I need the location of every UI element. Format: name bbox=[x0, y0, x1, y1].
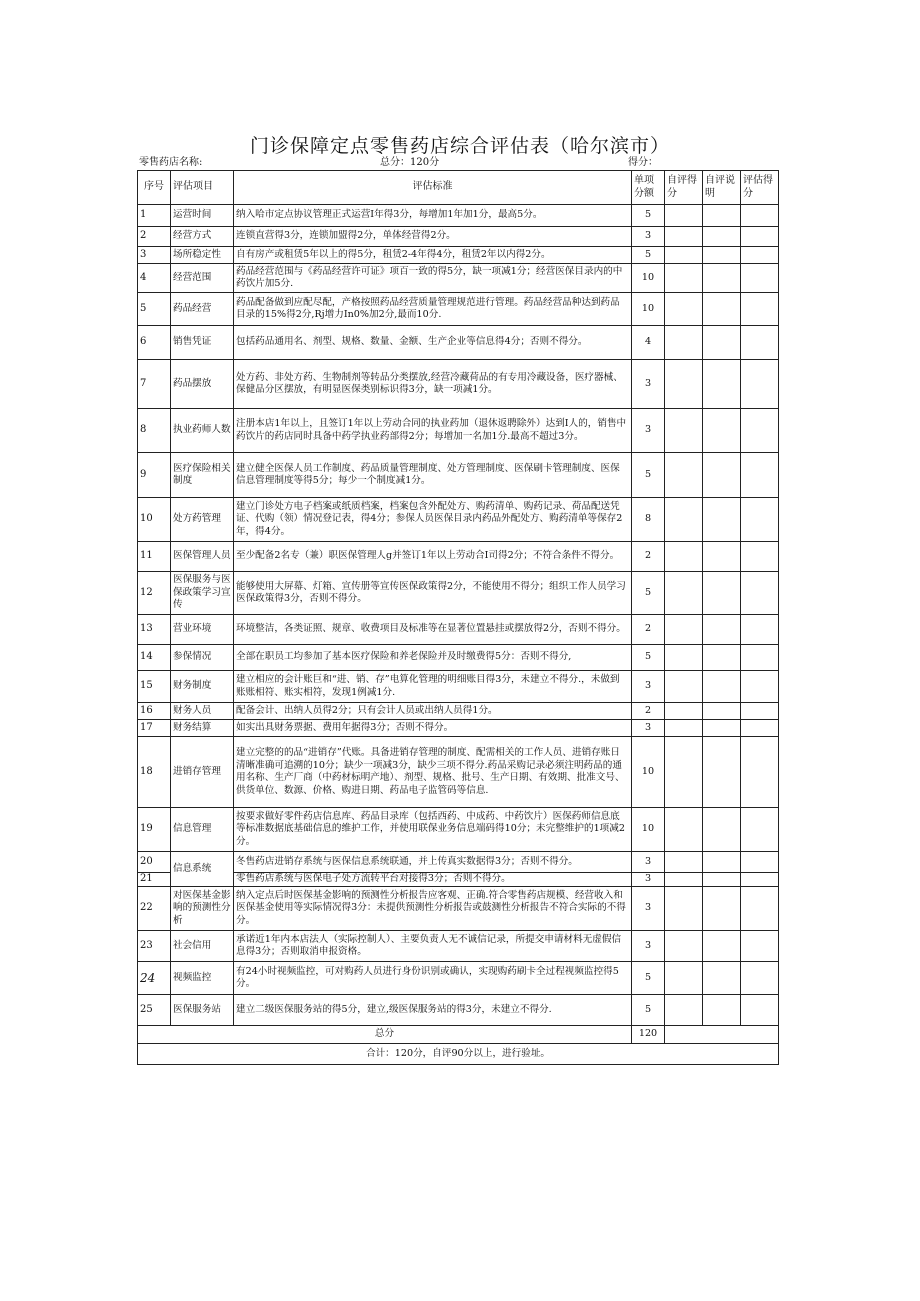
row-self-note[interactable] bbox=[703, 737, 741, 808]
row-self-score[interactable] bbox=[665, 409, 703, 453]
table-row bbox=[138, 995, 779, 1026]
row-self-note[interactable] bbox=[703, 873, 741, 887]
row-item: 财务制度 bbox=[171, 671, 234, 703]
row-points: 2 bbox=[632, 542, 665, 572]
evaluation-table bbox=[137, 170, 779, 1065]
row-item: 视频监控 bbox=[171, 962, 234, 995]
row-points: 4 bbox=[632, 326, 665, 360]
row-number: 2 bbox=[138, 227, 171, 247]
row-self-score[interactable] bbox=[665, 887, 703, 931]
row-item: 销售凭证 bbox=[171, 326, 234, 360]
row-points: 5 bbox=[632, 247, 665, 264]
row-number: 25 bbox=[138, 995, 171, 1026]
row-points: 3 bbox=[632, 931, 665, 962]
row-standard: 连锁直营得3分，连锁加盟得2分，单体经营得2分。 bbox=[234, 227, 632, 247]
row-self-note[interactable] bbox=[703, 264, 741, 293]
row-number: 10 bbox=[138, 498, 171, 542]
row-points: 5 bbox=[632, 453, 665, 498]
row-self-note[interactable] bbox=[703, 808, 741, 852]
row-number: 21 bbox=[138, 873, 171, 887]
row-standard: 纳入哈市定点协议管理正式运营I年得3分，每增加1年加1分，最高5分。 bbox=[234, 205, 632, 227]
row-item: 对医保基金影响的预测性分析 bbox=[171, 887, 234, 931]
row-self-note[interactable] bbox=[703, 852, 741, 873]
row-standard: 冬售药店进销存系统与医保信息系统联通，并上传真实数据得3分；否则不得分。 bbox=[234, 852, 632, 873]
header-no: 序号 bbox=[138, 171, 171, 205]
row-number: 1 bbox=[138, 205, 171, 227]
table-row bbox=[138, 409, 779, 453]
row-self-score[interactable] bbox=[665, 720, 703, 737]
table-row bbox=[138, 264, 779, 293]
row-eval-score[interactable] bbox=[741, 453, 779, 498]
row-standard: 包括药品通用名、剂型、规格、数量、金额、生产企业等信息得4分；否则不得分。 bbox=[234, 326, 632, 360]
row-self-note[interactable] bbox=[703, 247, 741, 264]
table-row bbox=[138, 962, 779, 995]
row-eval-score[interactable] bbox=[741, 931, 779, 962]
row-number: 5 bbox=[138, 293, 171, 326]
row-number: 14 bbox=[138, 645, 171, 671]
table-row bbox=[138, 703, 779, 720]
row-self-note[interactable] bbox=[703, 720, 741, 737]
row-number: 23 bbox=[138, 931, 171, 962]
row-self-note[interactable] bbox=[703, 360, 741, 409]
row-item: 财务人员 bbox=[171, 703, 234, 720]
table-row bbox=[138, 931, 779, 962]
row-item: 药品经营 bbox=[171, 293, 234, 326]
row-standard: 药品配备做到应配尽配，产格按照药品经营质量管理规范进行管理。药品经营品种达到药品目录的15%得2分,Rj增力In0%加2分,最而10分. bbox=[234, 293, 632, 326]
table-row bbox=[138, 645, 779, 671]
row-number: 6 bbox=[138, 326, 171, 360]
row-points: 2 bbox=[632, 703, 665, 720]
row-self-score[interactable] bbox=[665, 264, 703, 293]
row-item: 财务结算 bbox=[171, 720, 234, 737]
row-self-note[interactable] bbox=[703, 409, 741, 453]
row-standard: 环境整洁，各类证照、规章、收费项目及标准等在显著位置悬挂或摆放得2分，否则不得分。 bbox=[234, 615, 632, 645]
row-standard: 建立完整的的品“进销存”代账。具备进销存管理的制度、配需相关的工作人员、进销存账日清晰准确可追溯的10分；缺少一项减3分，缺少三项不得分.药品采购记录必须注明药品的通用名称、生产厂商（中药材标明产地）、剂型、规格、批号、生产日期、有效期、批准文号、供货单位、数源、价格、购进日期、药品电子监管码等信息. bbox=[234, 737, 632, 808]
row-points: 3 bbox=[632, 360, 665, 409]
table-row bbox=[138, 453, 779, 498]
row-number: 13 bbox=[138, 615, 171, 645]
row-eval-score[interactable] bbox=[741, 615, 779, 645]
row-self-note[interactable] bbox=[703, 962, 741, 995]
row-points: 3 bbox=[632, 227, 665, 247]
row-self-score[interactable] bbox=[665, 931, 703, 962]
row-number: 7 bbox=[138, 360, 171, 409]
total-empty bbox=[665, 1026, 779, 1044]
header-points: 单项分额 bbox=[632, 171, 665, 205]
table-row bbox=[138, 326, 779, 360]
row-self-note[interactable] bbox=[703, 887, 741, 931]
row-self-score[interactable] bbox=[665, 671, 703, 703]
row-eval-score[interactable] bbox=[741, 293, 779, 326]
row-self-score[interactable] bbox=[665, 703, 703, 720]
row-item: 运营时间 bbox=[171, 205, 234, 227]
row-item: 信息管理 bbox=[171, 808, 234, 852]
row-self-score[interactable] bbox=[665, 873, 703, 887]
header-item: 评估项目 bbox=[171, 171, 234, 205]
row-points: 3 bbox=[632, 720, 665, 737]
row-item: 经营方式 bbox=[171, 227, 234, 247]
row-self-note[interactable] bbox=[703, 703, 741, 720]
table-row bbox=[138, 852, 779, 873]
total-row bbox=[138, 1026, 779, 1044]
row-points: 5 bbox=[632, 995, 665, 1026]
row-standard: 承诺近1年内本店法人（实际控制人）、主要负责人无不诚信记录，所提交申请材料无虚假信息得3分；否则取消申报资格。 bbox=[234, 931, 632, 962]
row-points: 2 bbox=[632, 615, 665, 645]
table-row bbox=[138, 720, 779, 737]
table-row bbox=[138, 873, 779, 887]
row-self-score[interactable] bbox=[665, 995, 703, 1026]
row-self-score[interactable] bbox=[665, 227, 703, 247]
row-number: 12 bbox=[138, 572, 171, 615]
table-row bbox=[138, 247, 779, 264]
row-self-note[interactable] bbox=[703, 931, 741, 962]
row-eval-score[interactable] bbox=[741, 887, 779, 931]
row-eval-score[interactable] bbox=[741, 737, 779, 808]
row-number: 20 bbox=[138, 852, 171, 873]
row-self-note[interactable] bbox=[703, 498, 741, 542]
row-number: 22 bbox=[138, 887, 171, 931]
row-points: 5 bbox=[632, 205, 665, 227]
total-label: 总分 bbox=[138, 1026, 632, 1044]
row-eval-score[interactable] bbox=[741, 542, 779, 572]
row-self-score[interactable] bbox=[665, 645, 703, 671]
row-self-note[interactable] bbox=[703, 227, 741, 247]
row-item: 药品摆放 bbox=[171, 360, 234, 409]
row-eval-score[interactable] bbox=[741, 409, 779, 453]
table-row bbox=[138, 615, 779, 645]
row-self-note[interactable] bbox=[703, 645, 741, 671]
row-standard: 纳入定点后时医保基金影响的预测性分析报告应客观、正确.符合零售药店规模、经营收入和医保基金使用等实际情况得3分：未提供预测性分析报告或鼓测性分析报告不符合实际的不得分。 bbox=[234, 887, 632, 931]
row-eval-score[interactable] bbox=[741, 671, 779, 703]
row-standard: 有24小时视频监控，可对购药人员进行身份识别或确认，实现购药刷卡全过程视频监控得5分。 bbox=[234, 962, 632, 995]
row-self-note[interactable] bbox=[703, 615, 741, 645]
row-standard: 至少配备2名专（兼）职医保管理人g并签订1年以上劳动合I司得2分；不符合条件不得分。 bbox=[234, 542, 632, 572]
store-name-label: 零售药店名称: bbox=[139, 157, 203, 168]
row-self-score[interactable] bbox=[665, 962, 703, 995]
row-points: 10 bbox=[632, 808, 665, 852]
row-item: 经营范围 bbox=[171, 264, 234, 293]
table-row bbox=[138, 205, 779, 227]
row-self-score[interactable] bbox=[665, 360, 703, 409]
row-eval-score[interactable] bbox=[741, 808, 779, 852]
row-eval-score[interactable] bbox=[741, 498, 779, 542]
row-points: 5 bbox=[632, 645, 665, 671]
row-eval-score[interactable] bbox=[741, 873, 779, 887]
row-eval-score[interactable] bbox=[741, 205, 779, 227]
table-row bbox=[138, 737, 779, 808]
row-eval-score[interactable] bbox=[741, 264, 779, 293]
row-self-score[interactable] bbox=[665, 542, 703, 572]
row-eval-score[interactable] bbox=[741, 572, 779, 615]
row-points: 8 bbox=[632, 498, 665, 542]
row-points: 10 bbox=[632, 293, 665, 326]
header-standard: 评估标准 bbox=[234, 171, 632, 205]
row-eval-score[interactable] bbox=[741, 247, 779, 264]
row-points: 3 bbox=[632, 887, 665, 931]
row-self-note[interactable] bbox=[703, 205, 741, 227]
row-points: 3 bbox=[632, 852, 665, 873]
row-item: 医疗保险相关制度 bbox=[171, 453, 234, 498]
row-number: 18 bbox=[138, 737, 171, 808]
table-row bbox=[138, 808, 779, 852]
row-standard: 注册本店1年以上，且签订1年以上劳动合同的执业药加（退休返聘除外）达到I人的，销售中药饮片的药店同时具备中药学执业药部得2分；每增加一名加1分.最高不超过3分。 bbox=[234, 409, 632, 453]
row-number: 17 bbox=[138, 720, 171, 737]
row-self-note[interactable] bbox=[703, 326, 741, 360]
row-eval-score[interactable] bbox=[741, 326, 779, 360]
row-self-score[interactable] bbox=[665, 453, 703, 498]
row-standard: 建立健全医保人员工作制度、药品质量管理制度、处方管理制度、医保刷卡管理制度、医保信息管理制度等得5分；每少一个制度减1分。 bbox=[234, 453, 632, 498]
row-eval-score[interactable] bbox=[741, 645, 779, 671]
obtained-score-label: 得分： bbox=[628, 157, 658, 168]
row-standard: 建立门诊处方电子档案或纸质档案，档案包含外配处方、购药清单、购药记录、荷品配送凭证、代购（领）情况登记表，得4分；参保人员医保目录内药品外配处方、购药清单等保存2年，得4分。 bbox=[234, 498, 632, 542]
row-self-note[interactable] bbox=[703, 671, 741, 703]
table-row bbox=[138, 542, 779, 572]
row-self-score[interactable] bbox=[665, 326, 703, 360]
row-eval-score[interactable] bbox=[741, 360, 779, 409]
row-self-note[interactable] bbox=[703, 995, 741, 1026]
row-self-score[interactable] bbox=[665, 808, 703, 852]
table-row bbox=[138, 293, 779, 326]
row-self-score[interactable] bbox=[665, 572, 703, 615]
page-title: 门诊保障定点零售药店综合评估表（哈尔滨市） bbox=[249, 135, 670, 157]
row-standard: 能够使用大屏幕、灯箱、宣传册等宣传医保政策得2分，不能使用不得分；组织工作人员学习医保政策得3分，否则不得分。 bbox=[234, 572, 632, 615]
row-points: 10 bbox=[632, 264, 665, 293]
row-number: 15 bbox=[138, 671, 171, 703]
row-points: 10 bbox=[632, 737, 665, 808]
row-item: 处方药管理 bbox=[171, 498, 234, 542]
row-points: 3 bbox=[632, 409, 665, 453]
row-self-score[interactable] bbox=[665, 615, 703, 645]
table-row bbox=[138, 498, 779, 542]
row-standard: 全部在职员工均参加了基本医疗保险和养老保险并及时缴费得5分：否则不得分, bbox=[234, 645, 632, 671]
row-standard: 建立二级医保服务站的得5分，建立,级医保服务站的得3分，未建立不得分. bbox=[234, 995, 632, 1026]
row-number: 11 bbox=[138, 542, 171, 572]
row-eval-score[interactable] bbox=[741, 703, 779, 720]
row-item: 参保情况 bbox=[171, 645, 234, 671]
row-item: 医保服务站 bbox=[171, 995, 234, 1026]
table-row bbox=[138, 572, 779, 615]
row-self-score[interactable] bbox=[665, 293, 703, 326]
row-item: 进销存管理 bbox=[171, 737, 234, 808]
row-item: 社会信用 bbox=[171, 931, 234, 962]
row-number: 19 bbox=[138, 808, 171, 852]
row-standard: 建立相应的会计账巨和“进、销、存”电算化管理的明细账目得3分，未建立不得分.，未做到账账相符、账实相符，发现1例减1分. bbox=[234, 671, 632, 703]
table-row bbox=[138, 671, 779, 703]
row-eval-score[interactable] bbox=[741, 852, 779, 873]
header-self-note: 自评说明 bbox=[703, 171, 741, 205]
row-standard: 配备会计、出纳人员得2分；只有会计人员或出纳人员得1分。 bbox=[234, 703, 632, 720]
row-number: 24 bbox=[138, 962, 171, 995]
row-points: 3 bbox=[632, 873, 665, 887]
row-points: 5 bbox=[632, 962, 665, 995]
row-number: 3 bbox=[138, 247, 171, 264]
row-eval-score[interactable] bbox=[741, 995, 779, 1026]
row-item: 场所稳定性 bbox=[171, 247, 234, 264]
row-item: 医保管理人员 bbox=[171, 542, 234, 572]
footer-row bbox=[138, 1044, 779, 1065]
row-self-score[interactable] bbox=[665, 247, 703, 264]
row-number: 9 bbox=[138, 453, 171, 498]
row-standard: 按要求做好零件药店信息库、药品目录库（包括西药、中成药、中药饮片）医保药师信息底等标准数据底基础信息的维护工作，并使用联保业务信息端码得10分；未完整维护的1项减2分。 bbox=[234, 808, 632, 852]
row-item: 营业环境 bbox=[171, 615, 234, 645]
row-number: 8 bbox=[138, 409, 171, 453]
row-standard: 如实出具财务票据、费用年据得3分；否则不得分。 bbox=[234, 720, 632, 737]
total-points: 120 bbox=[632, 1026, 665, 1044]
row-standard: 药品经营范围与《药品经营许可证》项百一致的得5分，缺一项减1分；经营医保目录内的中药饮片加5分. bbox=[234, 264, 632, 293]
footer-note: 合计：120分，自评90分以上，进行验址。 bbox=[138, 1044, 779, 1065]
header-eval-score: 评估得分 bbox=[741, 171, 779, 205]
table-row bbox=[138, 887, 779, 931]
header-self-score: 自评得分 bbox=[665, 171, 703, 205]
row-standard: 处方药、非处方药、生物制剂等转品分类摆放,经营冷藏荷品的有专用冷藏设备，医疗器械、保健品分区摆放，有明显医保类别标识得3分，缺一项减1分。 bbox=[234, 360, 632, 409]
total-score-label: 总分：120分 bbox=[380, 157, 440, 168]
row-points: 3 bbox=[632, 671, 665, 703]
row-number: 4 bbox=[138, 264, 171, 293]
row-item: 医保服务与医保政策学习宣传 bbox=[171, 572, 234, 615]
row-self-score[interactable] bbox=[665, 498, 703, 542]
row-standard: 零售药店系统与医保电子处方流转平台对接得3分；否则不得分。 bbox=[234, 873, 632, 887]
row-self-score[interactable] bbox=[665, 205, 703, 227]
table-row bbox=[138, 227, 779, 247]
row-item: 执业药师人数 bbox=[171, 409, 234, 453]
row-self-note[interactable] bbox=[703, 542, 741, 572]
row-self-score[interactable] bbox=[665, 737, 703, 808]
row-number: 16 bbox=[138, 703, 171, 720]
row-standard: 自有房产或租赁5年以上的得5分，租赁2-4年得4分，租赁2年以内得2分。 bbox=[234, 247, 632, 264]
row-self-note[interactable] bbox=[703, 572, 741, 615]
table-header-row bbox=[138, 171, 779, 205]
row-self-note[interactable] bbox=[703, 453, 741, 498]
row-eval-score[interactable] bbox=[741, 227, 779, 247]
row-item: 信息系统 bbox=[171, 852, 234, 887]
row-points: 5 bbox=[632, 572, 665, 615]
row-eval-score[interactable] bbox=[741, 720, 779, 737]
table-row bbox=[138, 360, 779, 409]
row-self-note[interactable] bbox=[703, 293, 741, 326]
row-self-score[interactable] bbox=[665, 852, 703, 873]
row-eval-score[interactable] bbox=[741, 962, 779, 995]
